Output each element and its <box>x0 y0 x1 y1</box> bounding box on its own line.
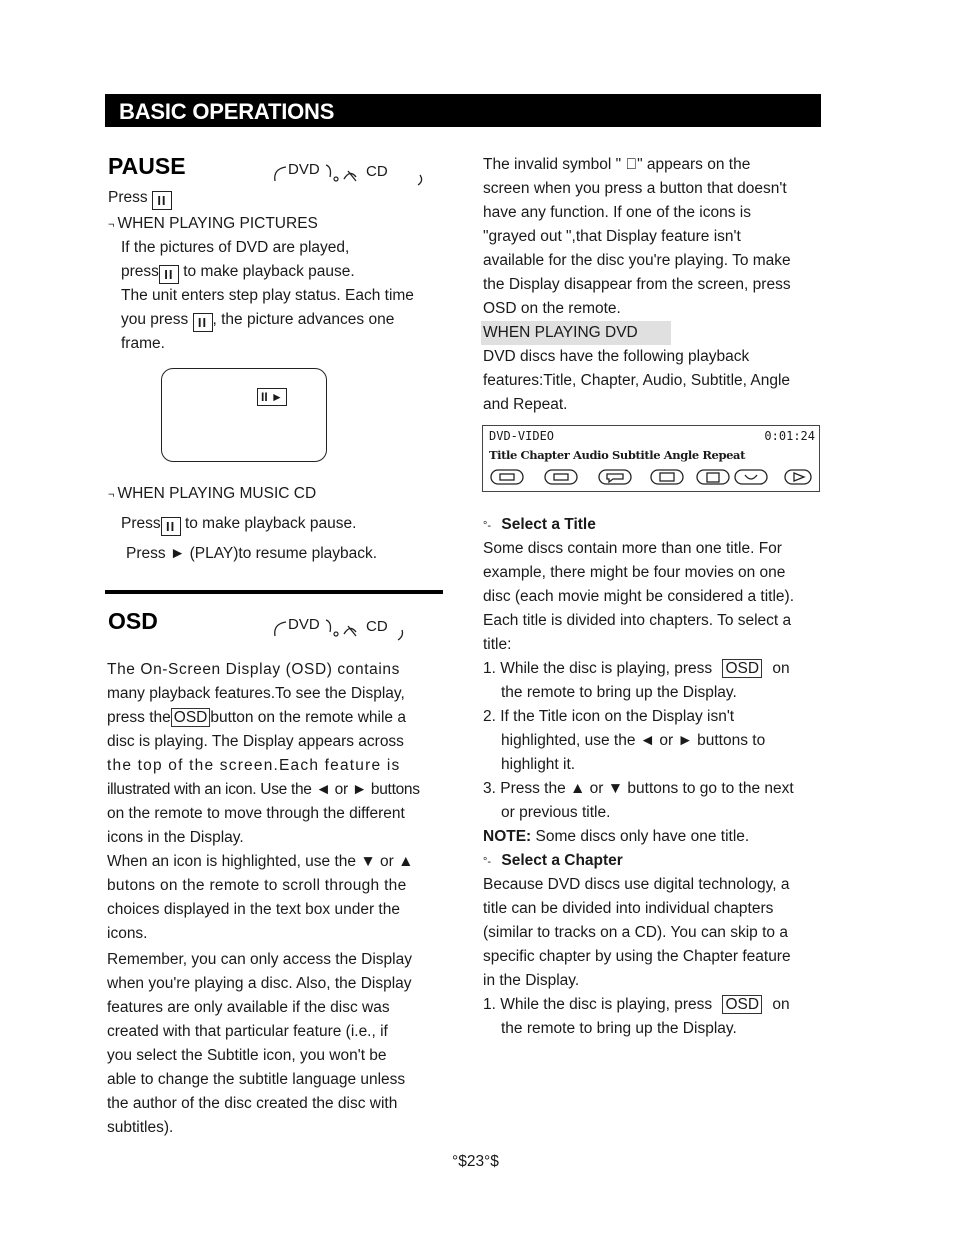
chapter-icon <box>545 470 577 484</box>
osd-key: OSD <box>171 708 211 727</box>
pause-key-icon: II <box>159 265 179 284</box>
pause-heading: PAUSE <box>108 153 186 179</box>
select-title-paragraph: Some discs contain more than one title. For example, there might be four movies on one disc (each movie might be considered a title). Each title is divided into chapters. To select a title: <box>483 540 795 653</box>
pause-text-line: you press II , the picture advances one <box>121 311 395 330</box>
pause-press-line <box>108 186 172 210</box>
music-cd-subheading: ¬ WHEN PLAYING MUSIC CD <box>108 485 317 502</box>
tv-screen-illustration <box>161 368 327 462</box>
pause-disc-badge <box>270 157 430 194</box>
section-header-bar <box>105 94 821 127</box>
page-number: °$23°$ <box>452 1153 499 1170</box>
osd-time-label: 0:01:24 <box>764 429 815 443</box>
select-chapter-paragraph: Because DVD discs use digital technology, a title can be divided into individual chapters (similar to tracks on a CD). You can skip to a specific chapter by using the Chapter feature in the Display. <box>483 876 791 989</box>
dvd-badge-label: DVD <box>288 616 320 633</box>
pause-key-icon: II <box>152 191 172 210</box>
pause-key-icon: II <box>161 517 181 536</box>
osd-display-illustration <box>482 425 820 492</box>
osd-heading: OSD <box>108 608 158 634</box>
pictures-subheading: ¬ WHEN PLAYING PICTURES <box>108 215 318 232</box>
pause-text-line: If the pictures of DVD are played, <box>121 239 350 256</box>
cd-badge-label: CD <box>366 163 388 180</box>
osd-key: OSD <box>722 995 762 1014</box>
title-icon <box>491 470 523 484</box>
audio-icon <box>599 470 631 484</box>
osd-paragraph-2: Remember, you can only access the Display when you're playing a disc. Also, the Display features are only available if the disc was created with that particular feature (i.e., if you select the Subtitle icon, you won't be able to change the subtitle language unless the author of the disc created the disc with subtitles). <box>107 951 412 1136</box>
osd-feature-icons <box>487 467 815 487</box>
play-icon <box>785 470 811 484</box>
step-play-icon: II ► <box>257 388 287 406</box>
subtitle-icon <box>651 470 683 484</box>
section-divider <box>105 590 443 594</box>
press-label: Press <box>108 189 148 206</box>
select-chapter-steps: 1. While the disc is playing, press OSD on the remote to bring up the Display. <box>483 996 790 1037</box>
pause-key-icon: II <box>193 313 213 332</box>
select-title-steps: 1. While the disc is playing, press OSD on the remote to bring up the Display. 2. If the Title icon on the Display isn't highlighted, use the ◄ or ► buttons to highlight it. 3. Press the ▲ or ▼ buttons to go to the next or previous title. NOTE: Some discs only have one title. <box>483 660 794 845</box>
pause-text-line: Press II to make playback pause. <box>121 515 357 534</box>
dvd-subheading: WHEN PLAYING DVD <box>481 321 671 345</box>
cd-badge-label: CD <box>366 618 388 635</box>
osd-feature-labels: Title Chapter Audio Subtitle Angle Repeat <box>489 448 745 462</box>
osd-mode-label: DVD-VIDEO <box>489 429 555 443</box>
dvd-badge-label: DVD <box>288 161 320 178</box>
invalid-symbol-paragraph: The invalid symbol " ⃠" appears on the screen when you press a button that doesn't have any function. If one of the icons is "grayed out ",that Display feature isn't available for the disc you're playing. To make the Display disappear from the screen, press OSD on the remote. <box>483 156 791 317</box>
repeat-icon <box>735 470 767 484</box>
osd-key: OSD <box>722 659 762 678</box>
section-header-title: BASIC OPERATIONS <box>119 99 335 124</box>
dvd-features-paragraph: DVD discs have the following playback features:Title, Chapter, Audio, Subtitle, Angle and Repeat. <box>483 348 791 413</box>
select-chapter-heading: °- Select a Chapter <box>483 852 623 869</box>
pause-text-line: Press ► (PLAY)to resume playback. <box>126 545 378 562</box>
osd-paragraph-1: The On-Screen Display (OSD) contains many playback features.To see the Display, press the OSD button on the remote while a disc is playing. The Display appears across the top of the screen.Each feature is illustrated with an icon. Use the ◄ or ► buttons on the remote to move through the different icons in the Display. When an icon is highlighted, use the ▼ or ▲ butons on the remote to scroll through the choices displayed in the text box under the icons. <box>107 661 420 942</box>
pause-text-line: frame. <box>121 335 165 352</box>
osd-disc-badge <box>270 612 430 649</box>
pause-text-line: The unit enters step play status. Each time <box>121 287 414 304</box>
select-title-heading: °- Select a Title <box>483 516 596 533</box>
pause-text-line: press II to make playback pause. <box>121 263 355 282</box>
